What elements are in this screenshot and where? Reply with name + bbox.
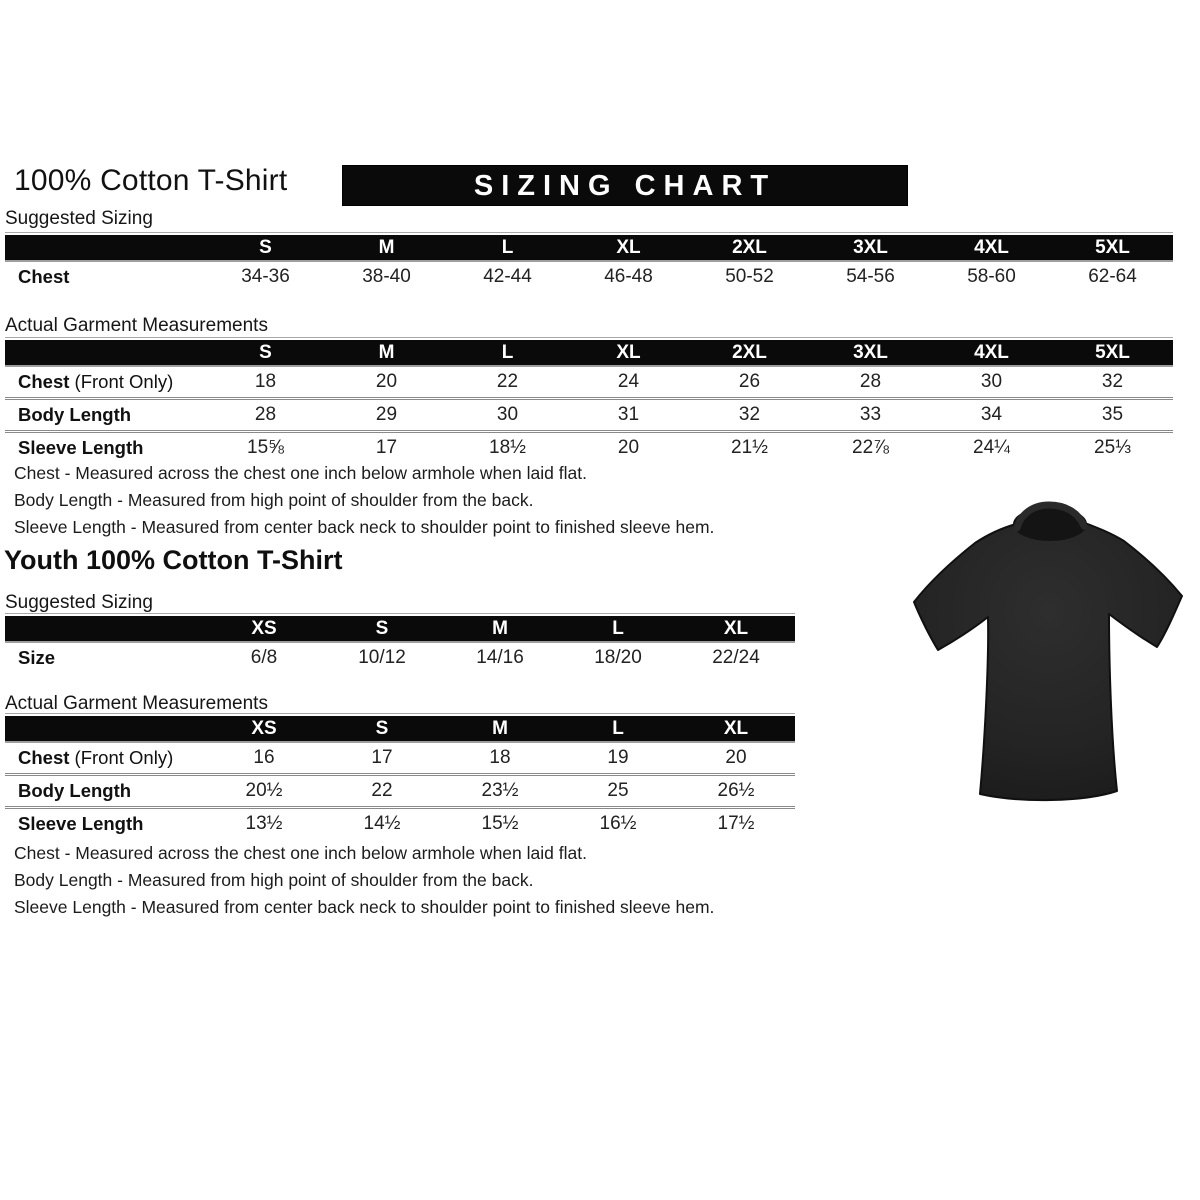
cell: 50-52 [725,266,774,287]
cell: 18 [489,747,511,768]
cell: 34-36 [241,266,290,287]
row-label: Body Length [18,404,132,425]
table-row-sleeve-length [5,808,795,840]
col-header: 5XL [1052,235,1173,261]
table-row-size [5,642,795,673]
sizing-chart-banner: SIZING CHART [342,165,908,206]
col-header: M [326,340,447,366]
col-header: 3XL [810,235,931,261]
cell: 16 [253,747,275,768]
header-row [5,340,1173,366]
adult-measurement-notes [14,460,714,541]
col-header: XL [568,235,689,261]
page-title: 100% Cotton T-Shirt [14,164,288,197]
col-header: S [323,716,441,742]
cell: 20 [617,437,640,458]
cell: 54-56 [846,266,895,287]
cell: 31 [617,404,640,425]
col-header: M [441,716,559,742]
cell: 20 [375,371,398,392]
cell: 28 [254,404,277,425]
adult-measurements-label: Actual Garment Measurements [5,315,268,336]
cell: 38-40 [362,266,411,287]
table-row [5,261,1173,292]
cell: 32 [738,404,761,425]
row-label: Chest [18,266,70,287]
row-label: Chest (Front Only) [18,371,174,392]
corner-cell [5,340,205,366]
row-label: Sleeve Length [18,437,144,458]
col-header: XS [205,716,323,742]
col-header: L [447,340,568,366]
note-chest: Chest - Measured across the chest one inch below armhole when laid flat. [14,463,587,483]
cell: 30 [496,404,519,425]
header-row [5,616,795,642]
cell: 18/20 [594,647,642,668]
col-header: 4XL [931,235,1052,261]
col-header: 2XL [689,340,810,366]
cell: 22/24 [712,647,760,668]
cell: 20 [725,747,747,768]
col-header: L [559,716,677,742]
note-sleeve-length: Sleeve Length - Measured from center back neck to shoulder point to finished sleeve hem. [14,897,715,917]
youth-measurements-label: Actual Garment Measurements [5,693,268,714]
note-body-length: Body Length - Measured from high point of shoulder from the back. [14,490,534,510]
cell: 35 [1101,404,1124,425]
youth-section-title: Youth 100% Cotton T-Shirt [4,545,343,575]
cell: 26 [738,371,761,392]
col-header: XL [568,340,689,366]
cell: 6/8 [250,647,278,668]
col-header: 5XL [1052,340,1173,366]
col-header: 2XL [689,235,810,261]
youth-suggested-sizing-table [5,613,795,673]
adult-suggested-sizing-label: Suggested Sizing [5,208,153,229]
youth-measurement-notes [14,840,714,921]
col-header: S [205,235,326,261]
youth-measurements-table [5,713,795,839]
cell: 14/16 [476,647,524,668]
cell: 22 [371,780,393,801]
cell: 22 [496,371,519,392]
cell: 16½ [599,813,637,834]
cell: 58-60 [967,266,1016,287]
cell: 42-44 [483,266,532,287]
table-row-sleeve-length [5,432,1173,464]
col-header: S [323,616,441,642]
youth-suggested-sizing-label: Suggested Sizing [5,592,153,613]
cell: 24 [617,371,640,392]
cell: 18½ [489,437,526,458]
cell: 32 [1101,371,1124,392]
cell: 25 [607,780,629,801]
cell: 17 [375,437,398,458]
cell: 10/12 [358,647,406,668]
cell: 13½ [245,813,283,834]
cell: 18 [254,371,277,392]
note-chest: Chest - Measured across the chest one inch below armhole when laid flat. [14,843,587,863]
row-label: Body Length [18,780,132,801]
cell: 28 [859,371,882,392]
cell: 23½ [481,780,519,801]
cell: 19 [607,747,629,768]
cell: 15½ [481,813,519,834]
cell: 33 [859,404,882,425]
col-header: M [441,616,559,642]
cell: 30 [980,371,1003,392]
row-label: Chest (Front Only) [18,747,174,768]
table-row-chest [5,742,795,775]
col-header: L [559,616,677,642]
black-tshirt-graphic [898,484,1198,814]
col-header: S [205,340,326,366]
cell: 24¼ [973,437,1010,458]
col-header: M [326,235,447,261]
adult-measurements-table [5,337,1173,463]
tshirt-image [898,484,1198,814]
note-sleeve-length: Sleeve Length - Measured from center back neck to shoulder point to finished sleeve hem. [14,517,715,537]
cell: 14½ [363,813,401,834]
cell: 46-48 [604,266,653,287]
note-body-length: Body Length - Measured from high point of shoulder from the back. [14,870,534,890]
col-header: XL [677,616,795,642]
tshirt-body [914,523,1182,800]
col-header: L [447,235,568,261]
header-row [5,716,795,742]
cell: 26½ [717,780,755,801]
cell: 20½ [245,780,283,801]
cell: 17 [371,747,393,768]
cell: 22⅞ [852,437,889,458]
cell: 21½ [731,437,768,458]
table-row-body-length [5,775,795,808]
col-header: 3XL [810,340,931,366]
col-header: XL [677,716,795,742]
corner-cell [5,235,205,261]
table-row-body-length [5,399,1173,432]
table-row-chest [5,366,1173,399]
col-header: 4XL [931,340,1052,366]
corner-cell [5,716,205,742]
cell: 17½ [717,813,755,834]
col-header: XS [205,616,323,642]
adult-suggested-sizing-table [5,232,1173,292]
row-label: Size [18,647,56,668]
cell: 29 [375,404,398,425]
cell: 34 [980,404,1003,425]
cell: 62-64 [1088,266,1137,287]
corner-cell [5,616,205,642]
cell: 15⅝ [247,437,284,458]
cell: 25⅓ [1094,437,1131,458]
header-row [5,235,1173,261]
row-label: Sleeve Length [18,813,144,834]
